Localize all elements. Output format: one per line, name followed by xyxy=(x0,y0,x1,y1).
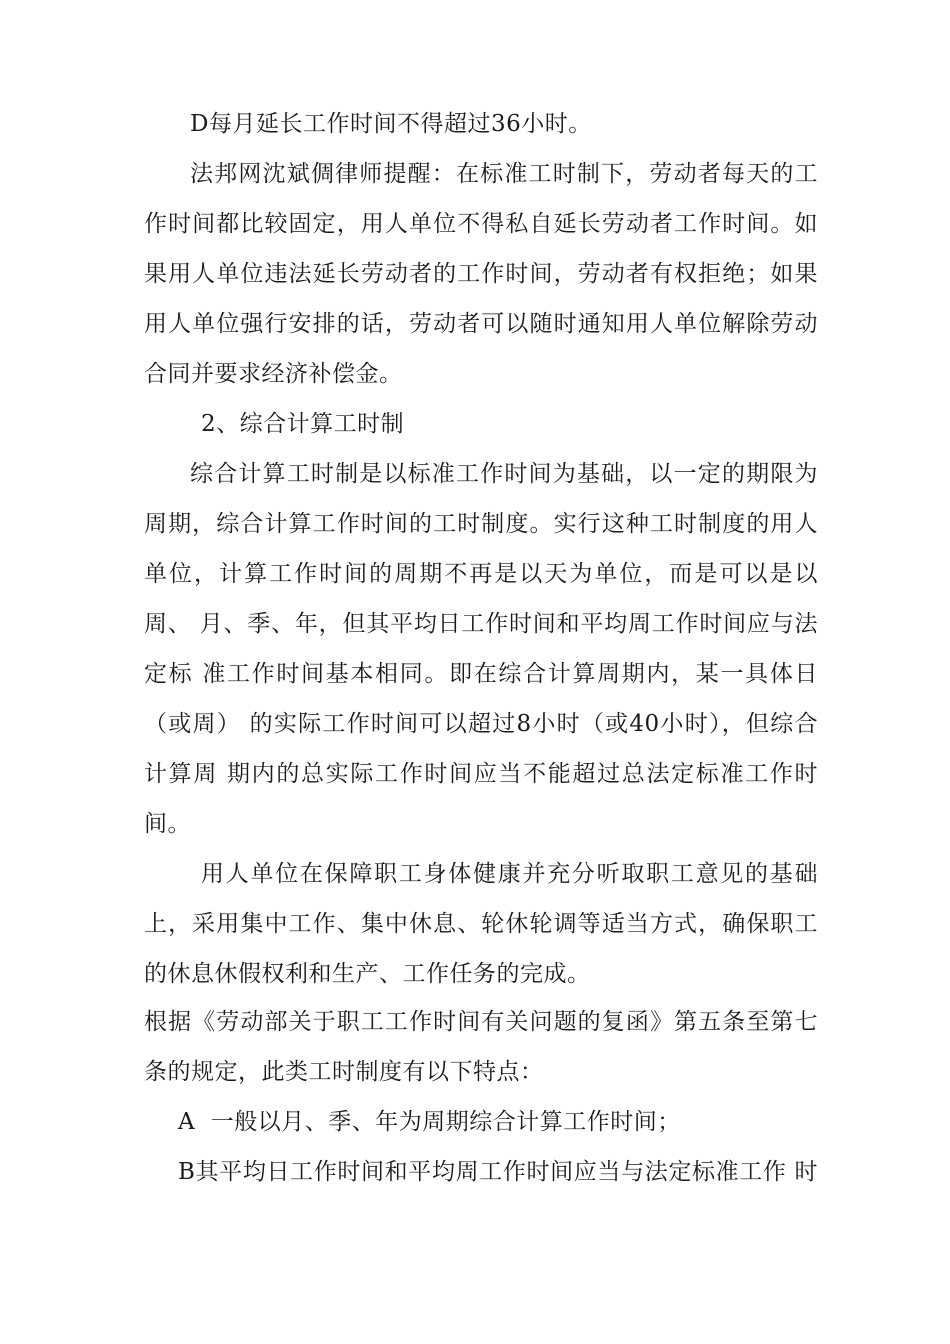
section-heading: 2、综合计算工时制 xyxy=(201,411,405,437)
text-line: 果用人单位违法延长劳动者的工作时间，劳动者有权拒绝；如果 xyxy=(144,261,818,287)
text-line: 合同并要求经济补偿金。 xyxy=(144,361,403,387)
text-line: 法邦网沈斌倜律师提醒：在标准工时制下，劳动者每天的工 xyxy=(190,161,818,187)
text-line: 的休息休假权利和生产、工作任务的完成。 xyxy=(144,961,591,987)
text-line: 周期，综合计算工作时间的工时制度。实行这种工时制度的用人 xyxy=(144,511,818,537)
text-line: 计算周 期内的总实际工作时间应当不能超过总法定标准工作时 xyxy=(144,761,818,787)
text-line: 间。 xyxy=(144,811,191,837)
text-line: 用人单位强行安排的话，劳动者可以随时通知用人单位解除劳动 xyxy=(144,311,818,337)
text-line: 定标 准工作时间基本相同。即在综合计算周期内，某一具体日 xyxy=(144,661,818,687)
list-item: B其平均日工作时间和平均周工作时间应当与法定标准工作 时 xyxy=(178,1159,818,1185)
text-line: 综合计算工时制是以标准工作时间为基础，以一定的期限为 xyxy=(190,461,818,487)
text-line: 周、 月、季、年，但其平均日工作时间和平均周工作时间应与法 xyxy=(144,611,818,637)
text-line: 用人单位在保障职工身体健康并充分听取职工意见的基础 xyxy=(201,861,818,887)
text-line: 作时间都比较固定，用人单位不得私自延长劳动者工作时间。如 xyxy=(144,211,818,237)
text-line: 根据《劳动部关于职工工作时间有关问题的复函》第五条至第七 xyxy=(144,1009,818,1035)
text-line: （或周） 的实际工作时间可以超过8小时（或40小时），但综合 xyxy=(144,711,818,737)
text-line: 条的规定，此类工时制度有以下特点： xyxy=(144,1059,544,1085)
list-item: A 一般以月、季、年为周期综合计算工作时间； xyxy=(178,1109,681,1135)
text-line: 单位，计算工作时间的周期不再是以天为单位，而是可以是以 xyxy=(144,561,818,587)
text-line: D每月延长工作时间不得超过36小时。 xyxy=(190,111,592,137)
text-line: 上，采用集中工作、集中休息、轮休轮调等适当方式，确保职工 xyxy=(144,911,818,937)
